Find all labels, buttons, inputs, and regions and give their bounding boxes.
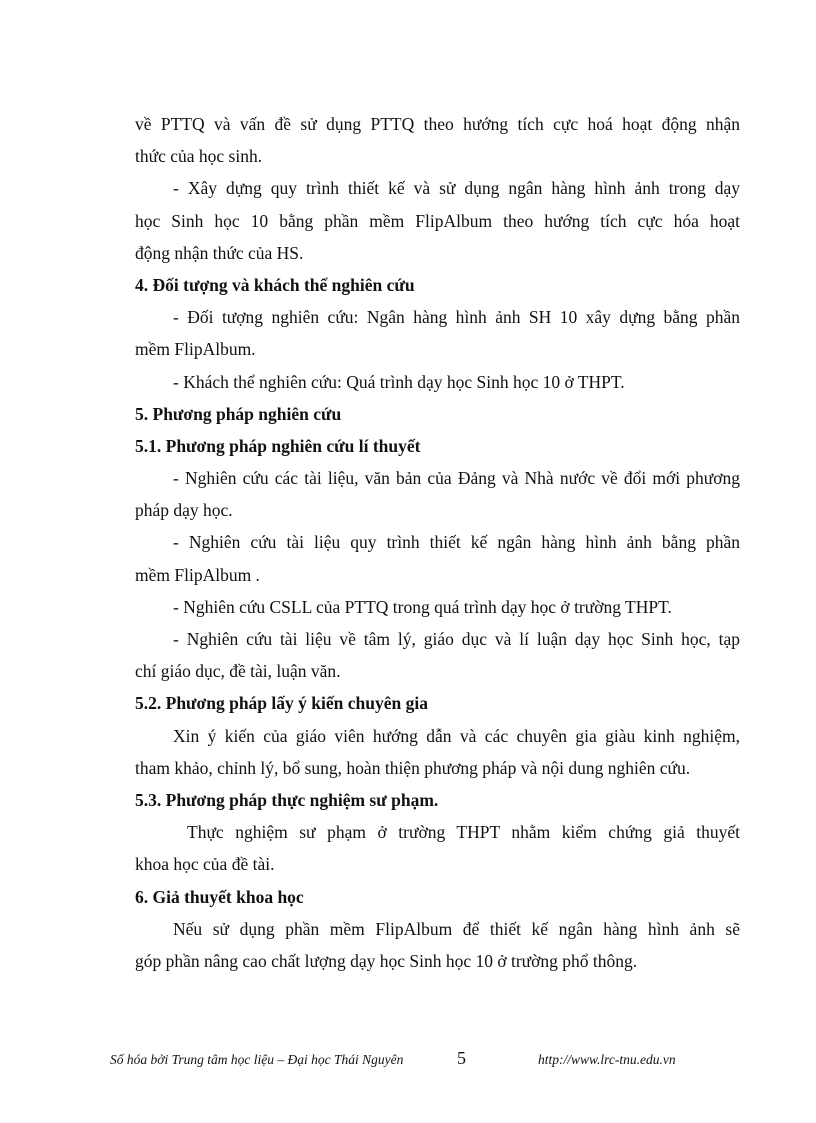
subsection-heading: 5.2. Phương pháp lấy ý kiến chuyên gia — [135, 693, 428, 714]
paragraph-line: mềm FlipAlbum . — [135, 564, 260, 585]
paragraph-line: khoa học của đề tài. — [135, 854, 275, 875]
subsection-heading: 5.3. Phương pháp thực nghiệm sư phạm. — [135, 789, 439, 810]
paragraph-line: pháp dạy học. — [135, 500, 233, 521]
section-heading: 6. Giả thuyết khoa học — [135, 886, 304, 907]
paragraph-line: - Nghiên cứu tài liệu quy trình thiết kế ngân hàng hình ảnh bằng phần — [173, 532, 740, 553]
footer-url[interactable]: http://www.lrc-tnu.edu.vn — [538, 1052, 676, 1067]
page-footer — [0, 1048, 816, 1072]
paragraph-line: Nếu sử dụng phần mềm FlipAlbum để thiết kế ngân hàng hình ảnh sẽ — [173, 918, 740, 939]
paragraph-line: - Đối tượng nghiên cứu: Ngân hàng hình ảnh SH 10 xây dựng bằng phần — [173, 307, 740, 328]
paragraph-line: tham khảo, chỉnh lý, bổ sung, hoàn thiện phương pháp và nội dung nghiên cứu. — [135, 757, 691, 778]
section-heading: 4. Đối tượng và khách thể nghiên cứu — [135, 274, 415, 295]
paragraph-line: - Khách thể nghiên cứu: Quá trình dạy học Sinh học 10 ở THPT. — [173, 371, 625, 392]
paragraph-line: - Nghiên cứu các tài liệu, văn bản của Đảng và Nhà nước về đổi mới phương — [173, 468, 740, 489]
subsection-heading: 5.1. Phương pháp nghiên cứu lí thuyết — [135, 435, 421, 456]
paragraph-line: học Sinh học 10 bằng phần mềm FlipAlbum theo hướng tích cực hóa hoạt — [135, 210, 740, 231]
page-number: 5 — [457, 1048, 466, 1068]
paragraph-line: - Xây dựng quy trình thiết kế và sử dụng ngân hàng hình ảnh trong dạy — [173, 178, 740, 199]
paragraph-line: chí giáo dục, đề tài, luận văn. — [135, 661, 341, 682]
footer-source: Số hóa bởi Trung tâm học liệu – Đại học Thái Nguyên — [110, 1052, 404, 1067]
paragraph-line: Thực nghiệm sư phạm ở trường THPT nhằm kiểm chứng giả thuyết — [187, 822, 740, 843]
paragraph-line: mềm FlipAlbum. — [135, 339, 256, 360]
paragraph-line: - Nghiên cứu CSLL của PTTQ trong quá trình dạy học ở trường THPT. — [173, 596, 672, 617]
paragraph-line: - Nghiên cứu tài liệu về tâm lý, giáo dục và lí luận dạy học Sinh học, tạp — [173, 629, 740, 649]
paragraph-line: Xin ý kiến của giáo viên hướng dẫn và các chuyên gia giàu kinh nghiệm, — [173, 725, 740, 746]
paragraph-line: về PTTQ và vấn đề sử dụng PTTQ theo hướng tích cực hoá hoạt động nhận — [135, 114, 740, 134]
paragraph-line: góp phần nâng cao chất lượng dạy học Sinh học 10 ở trường phổ thông. — [135, 950, 638, 971]
section-heading: 5. Phương pháp nghiên cứu — [135, 403, 342, 424]
paragraph-line: động nhận thức của HS. — [135, 242, 304, 263]
paragraph-line: thức của học sinh. — [135, 146, 263, 167]
document-body — [135, 108, 740, 977]
